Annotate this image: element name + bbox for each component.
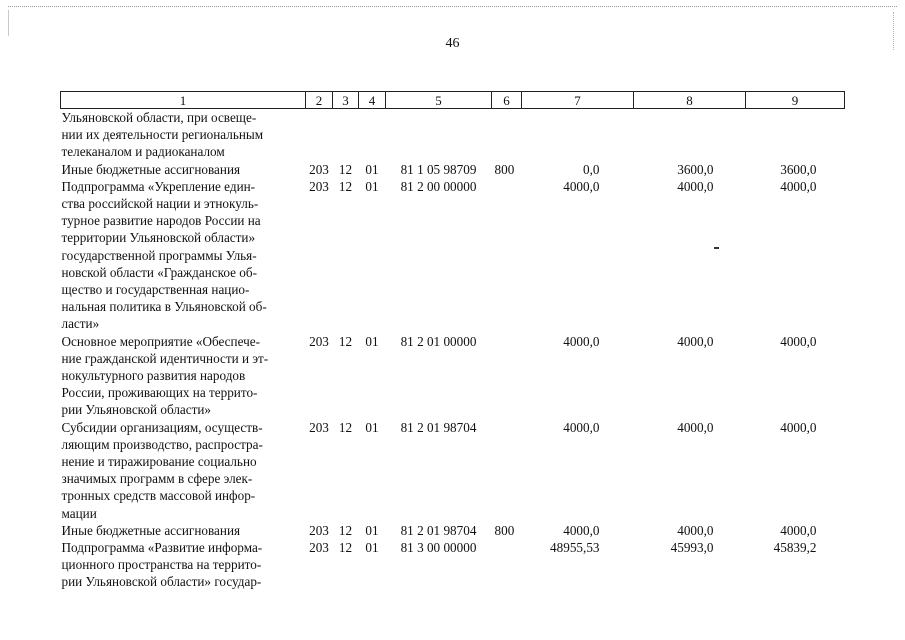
cell-expense-type (492, 109, 522, 161)
description-line: Подпрограмма «Развитие информа- (61, 540, 263, 556)
cell-amount-col9: 4000,0 (780, 419, 817, 435)
cell-expense-type (492, 333, 522, 419)
cell-amount-col8: 4000,0 (677, 522, 714, 538)
cell-amount-col7: 4000,0 (563, 522, 600, 538)
table-body (61, 109, 845, 591)
cell-amount-col9 (746, 109, 845, 161)
cell-section-code (333, 109, 359, 161)
cell-ministry-code: 203 (309, 522, 329, 538)
row-description (61, 161, 306, 178)
cell-amount-col8 (634, 109, 746, 161)
row-description (61, 419, 306, 522)
cell-amount-col8: 3600,0 (677, 161, 714, 177)
description-line: телеканалом и радиоканалом (61, 144, 225, 160)
cell-ministry-code: 203 (309, 419, 329, 435)
description-line: государственной программы Улья- (61, 247, 257, 263)
cell-expense-type (492, 178, 522, 333)
page-number: 46 (445, 36, 460, 51)
description-line: России, проживающих на террито- (61, 385, 258, 401)
cell-section-code: 12 (338, 161, 353, 177)
header-col-6: 6 (492, 92, 522, 109)
cell-ministry-code: 203 (309, 540, 329, 556)
cell-amount-col8: 4000,0 (677, 419, 714, 435)
description-line: ства российской нации и этнокуль- (61, 196, 259, 212)
description-line: Ульяновской области, при освеще- (61, 110, 257, 125)
scan-edge-left (8, 10, 9, 36)
description-line: ласти» (61, 316, 100, 332)
table-row (61, 178, 845, 333)
header-col-4: 4 (359, 92, 386, 109)
cell-section-code: 12 (338, 419, 353, 435)
cell-subsection-code (359, 109, 386, 161)
table-row (61, 109, 845, 161)
cell-amount-col8: 4000,0 (677, 178, 714, 194)
description-line: Подпрограмма «Укрепление един- (61, 178, 256, 194)
description-line: новской области «Гражданское об- (61, 264, 257, 280)
cell-expense-type (492, 539, 522, 591)
cell-amount-col7 (522, 109, 634, 161)
description-line: Иные бюджетные ассигнования (61, 522, 241, 538)
cell-amount-col7: 4000,0 (563, 333, 600, 349)
cell-amount-col9: 4000,0 (780, 522, 817, 538)
cell-target-article: 81 2 01 98704 (400, 522, 477, 538)
cell-expense-type: 800 (494, 522, 515, 538)
scan-artifact-dash (714, 247, 719, 249)
row-description (61, 178, 306, 333)
description-line: нокультурного развития народов (61, 368, 246, 384)
row-description (61, 333, 306, 419)
cell-ministry-code (306, 109, 333, 161)
table-row (61, 333, 845, 419)
description-line: Иные бюджетные ассигнования (61, 161, 241, 177)
cell-section-code: 12 (338, 522, 353, 538)
cell-amount-col9: 45839,2 (773, 540, 817, 556)
cell-amount-col7: 4000,0 (563, 178, 600, 194)
cell-amount-col8: 45993,0 (670, 540, 714, 556)
row-description (61, 109, 306, 161)
table-row (61, 539, 845, 591)
header-col-2: 2 (306, 92, 333, 109)
table-row (61, 522, 845, 539)
header-col-5: 5 (386, 92, 492, 109)
cell-amount-col9: 3600,0 (780, 161, 817, 177)
cell-amount-col7: 4000,0 (563, 419, 600, 435)
table-row (61, 419, 845, 522)
description-line: щество и государственная нацио- (61, 282, 250, 298)
description-line: ние гражданской идентичности и эт- (61, 350, 269, 366)
description-line: мации (61, 505, 97, 521)
row-description (61, 522, 306, 539)
cell-subsection-code: 01 (365, 522, 379, 538)
cell-amount-col7: 48955,53 (550, 540, 600, 556)
cell-subsection-code: 01 (365, 161, 379, 177)
description-line: ляющим производство, распростра- (61, 436, 263, 452)
cell-ministry-code: 203 (309, 178, 329, 194)
header-row (61, 92, 845, 109)
budget-table (60, 91, 845, 591)
cell-subsection-code: 01 (365, 178, 379, 194)
description-line: ционного пространства на террито- (61, 557, 262, 573)
header-col-1: 1 (61, 92, 306, 109)
cell-ministry-code: 203 (309, 333, 329, 349)
cell-expense-type: 800 (494, 161, 515, 177)
row-description (61, 539, 306, 591)
description-line: Основное мероприятие «Обеспече- (61, 333, 260, 349)
header-col-7: 7 (522, 92, 634, 109)
cell-subsection-code: 01 (365, 540, 379, 556)
description-line: рии Ульяновской области» государ- (61, 574, 262, 590)
header-col-8: 8 (634, 92, 746, 109)
cell-target-article (386, 109, 492, 161)
cell-amount-col9: 4000,0 (780, 333, 817, 349)
cell-target-article: 81 3 00 00000 (400, 540, 477, 556)
cell-section-code: 12 (338, 540, 353, 556)
description-line: тронных средств массовой инфор- (61, 488, 256, 504)
description-line: нение и тиражирование социально (61, 454, 257, 470)
header-col-9: 9 (746, 92, 845, 109)
description-line: нии их деятельности региональным (61, 127, 264, 143)
cell-subsection-code: 01 (365, 419, 379, 435)
cell-target-article: 81 2 01 98704 (400, 419, 477, 435)
description-line: рии Ульяновской области» (61, 402, 212, 418)
cell-amount-col9: 4000,0 (780, 178, 817, 194)
cell-target-article: 81 2 01 00000 (400, 333, 477, 349)
table-header (61, 92, 845, 109)
cell-expense-type (492, 419, 522, 522)
cell-target-article: 81 2 00 00000 (400, 178, 477, 194)
cell-target-article: 81 1 05 98709 (400, 161, 477, 177)
cell-subsection-code: 01 (365, 333, 379, 349)
description-line: турное развитие народов России на (61, 213, 261, 229)
scan-edge-top (8, 6, 897, 7)
description-line: Субсидии организациям, осуществ- (61, 419, 263, 435)
description-line: нальная политика в Ульяновской об- (61, 299, 267, 315)
description-line: значимых программ в сфере элек- (61, 471, 253, 487)
cell-section-code: 12 (338, 333, 353, 349)
cell-ministry-code: 203 (309, 161, 329, 177)
cell-section-code: 12 (338, 178, 353, 194)
description-line: территории Ульяновской области» (61, 230, 256, 246)
header-col-3: 3 (333, 92, 359, 109)
cell-amount-col8: 4000,0 (677, 333, 714, 349)
table-row (61, 161, 845, 178)
cell-amount-col7: 0,0 (583, 161, 600, 177)
